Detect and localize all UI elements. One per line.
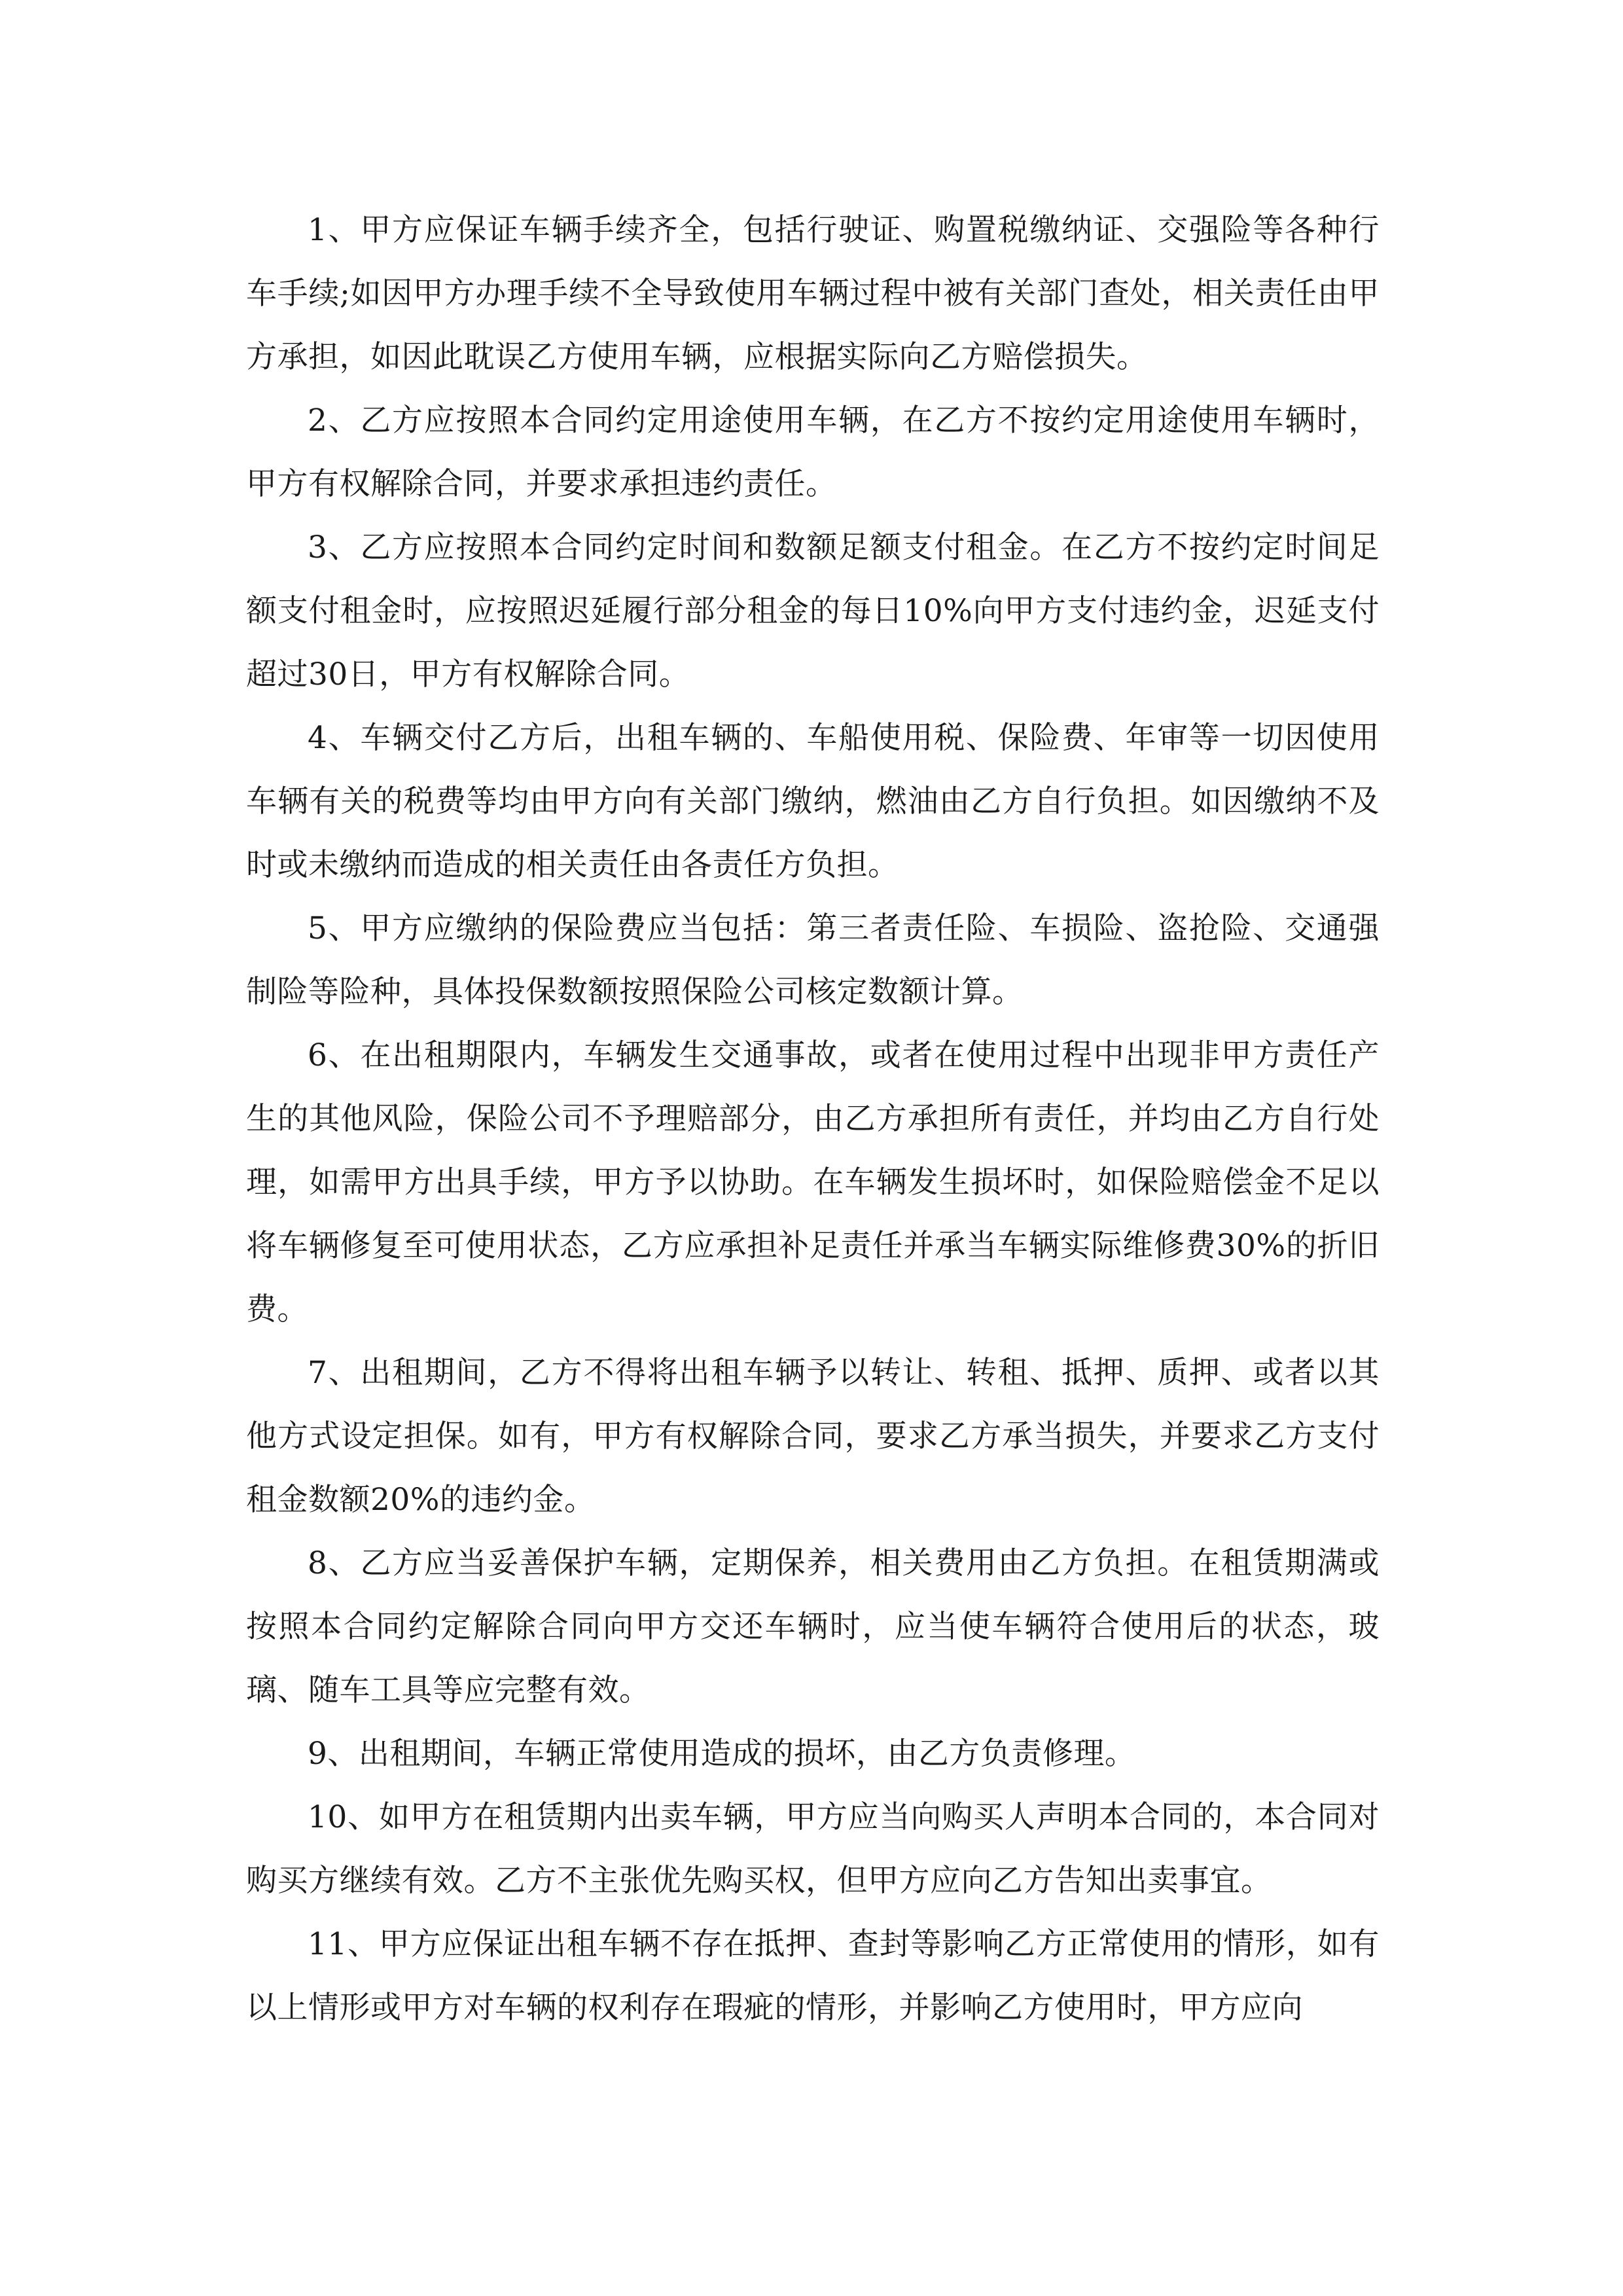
clause-2: 2、乙方应按照本合同约定用途使用车辆，在乙方不按约定用途使用车辆时，甲方有权解除合同，并要求承担违约责任。	[246, 403, 1380, 502]
clause-11: 11、甲方应保证出租车辆不存在抵押、查封等影响乙方正常使用的情形，如有以上情形或甲方对车辆的权利存在瑕疵的情形，并影响乙方使用时，甲方应向	[246, 1926, 1380, 2026]
clause-5: 5、甲方应缴纳的保险费应当包括：第三者责任险、车损险、盗抢险、交通强制险等险种，具体投保数额按照保险公司核定数额计算。	[246, 910, 1380, 1010]
clause-8: 8、乙方应当妥善保护车辆，定期保养，相关费用由乙方负担。在租赁期满或按照本合同约定解除合同向甲方交还车辆时，应当使车辆符合使用后的状态，玻璃、随车工具等应完整有效。	[246, 1545, 1380, 1708]
clause-3: 3、乙方应按照本合同约定时间和数额足额支付租金。在乙方不按约定时间足额支付租金时，应按照迟延履行部分租金的每日10%向甲方支付违约金，迟延支付超过30日，甲方有权解除合同。	[246, 529, 1380, 692]
contract-body	[246, 198, 1380, 2039]
clause-1: 1、甲方应保证车辆手续齐全，包括行驶证、购置税缴纳证、交强险等各种行车手续;如因甲方办理手续不全导致使用车辆过程中被有关部门查处，相关责任由甲方承担，如因此耽误乙方使用车辆，应根据实际向乙方赔偿损失。	[246, 212, 1380, 375]
clause-7: 7、出租期间，乙方不得将出租车辆予以转让、转租、抵押、质押、或者以其他方式设定担保。如有，甲方有权解除合同，要求乙方承当损失，并要求乙方支付租金数额20%的违约金。	[246, 1355, 1380, 1518]
clause-9: 9、出租期间，车辆正常使用造成的损坏，由乙方负责修理。	[308, 1736, 1136, 1772]
clause-4: 4、车辆交付乙方后，出租车辆的、车船使用税、保险费、年审等一切因使用车辆有关的税费等均由甲方向有关部门缴纳，燃油由乙方自行负担。如因缴纳不及时或未缴纳而造成的相关责任由各责任方负担。	[246, 720, 1380, 883]
clause-10: 10、如甲方在租赁期内出卖车辆，甲方应当向购买人声明本合同的，本合同对购买方继续有效。乙方不主张优先购买权，但甲方应向乙方告知出卖事宜。	[246, 1799, 1380, 1899]
clause-6: 6、在出租期限内，车辆发生交通事故，或者在使用过程中出现非甲方责任产生的其他风险，保险公司不予理赔部分，由乙方承担所有责任，并均由乙方自行处理，如需甲方出具手续，甲方予以协助。在车辆发生损坏时，如保险赔偿金不足以将车辆修复至可使用状态，乙方应承担补足责任并承当车辆实际维修费30%的折旧费。	[246, 1037, 1380, 1327]
